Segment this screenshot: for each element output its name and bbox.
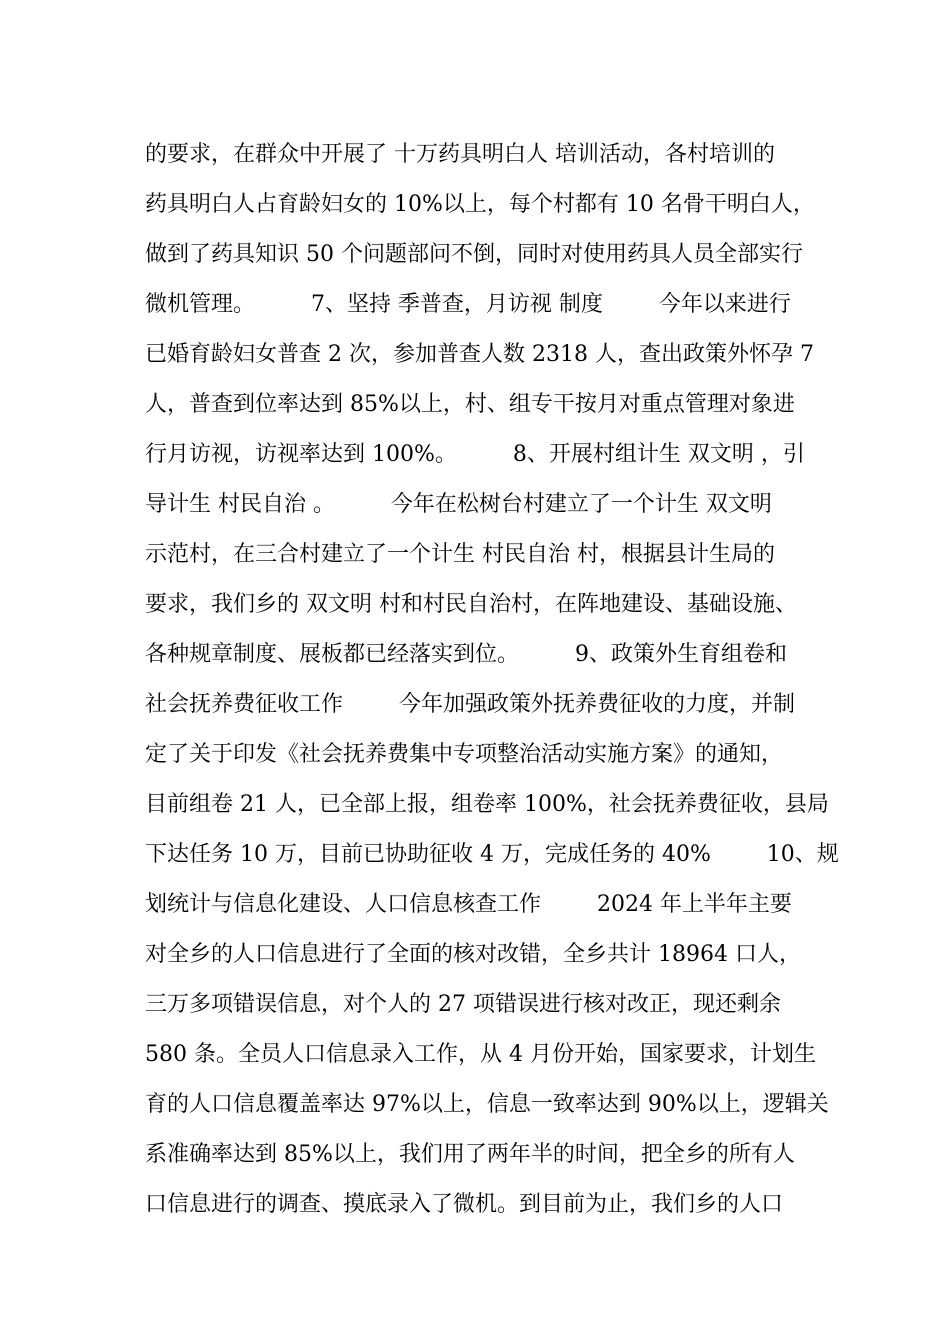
text-line: 口信息进行的调查、摸底录入了微机。到目前为止，我们乡的人口 <box>145 1192 784 1217</box>
body-text <box>145 130 839 1230</box>
text-line: 三万多项错误信息，对个人的 27 项错误进行核对改正，现还剩余 <box>145 992 781 1017</box>
text-line: 划统计与信息化建设、人口信息核查工作 2024 年上半年主要 <box>145 892 792 917</box>
text-line: 各种规章制度、展板都已经落实到位。 9、政策外生育组卷和 <box>145 642 787 667</box>
text-line: 药具明白人占育龄妇女的 10%以上，每个村都有 10 名骨干明白人， <box>145 192 815 217</box>
text-line: 目前组卷 21 人，已全部上报，组卷率 100%，社会抚养费征收，县局 <box>145 792 829 817</box>
text-line: 要求，我们乡的 双文明 村和村民自治村，在阵地建设、基础设施、 <box>145 592 797 617</box>
text-line: 育的人口信息覆盖率达 97%以上，信息一致率达到 90%以上，逻辑关 <box>145 1092 829 1117</box>
text-line: 580 条。全员人口信息录入工作，从 4 月份开始，国家要求，计划生 <box>145 1042 816 1067</box>
text-line: 做到了药具知识 50 个问题部问不倒，同时对使用药具人员全部实行 <box>145 242 803 267</box>
text-line: 人，普查到位率达到 85%以上，村、组专干按月对重点管理对象进 <box>145 392 795 417</box>
text-line: 的要求，在群众中开展了 十万药具明白人 培训活动，各村培训的 <box>145 142 775 167</box>
text-line: 导计生 村民自治 。 今年在松树台村建立了一个计生 双文明 <box>145 492 772 517</box>
text-line: 行月访视，访视率达到 100%。 8、开展村组计生 双文明 ，引 <box>145 442 805 467</box>
text-line: 示范村，在三合村建立了一个计生 村民自治 村，根据县计生局的 <box>145 542 775 567</box>
text-line: 已婚育龄妇女普查 2 次，参加普查人数 2318 人，查出政策外怀孕 7 <box>145 342 814 367</box>
text-line: 系准确率达到 85%以上，我们用了两年半的时间，把全乡的所有人 <box>145 1142 795 1167</box>
text-line: 对全乡的人口信息进行了全面的核对改错，全乡共计 18964 口人， <box>145 942 801 967</box>
text-line: 定了关于印发《社会抚养费集中专项整治活动实施方案》的通知， <box>145 742 784 767</box>
text-line: 社会抚养费征收工作 今年加强政策外抚养费征收的力度，并制 <box>145 692 795 717</box>
text-line: 下达任务 10 万，目前已协助征收 4 万，完成任务的 40% 10、规 <box>145 842 839 867</box>
text-line: 微机管理。 7、坚持 季普查，月访视 制度 今年以来进行 <box>145 292 791 317</box>
